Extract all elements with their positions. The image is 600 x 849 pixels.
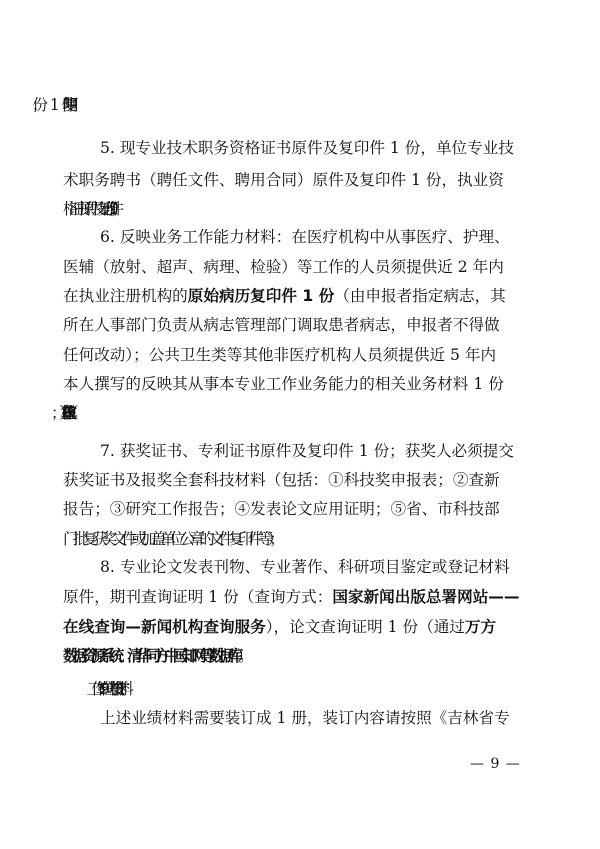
text-run: 格证书原件及复印件 1 份；: [63, 200, 116, 218]
text-run: 9. 工作单位考核材料 1 份。: [100, 680, 119, 698]
bold-text-run: 在线查询—新闻机构查询服务: [63, 618, 266, 636]
text-run: 5. 现专业技术职务资格证书原件及复印件 1 份，单位专业技: [100, 139, 514, 157]
text-run: 获奖证书及报奖全套科技材料（包括：①科技奖申报表；②查新: [63, 471, 500, 489]
text-line: [100, 700, 600, 736]
text-run: 门批复获奖文件或加盖单位公章的文件复印件等）；: [63, 530, 279, 548]
text-run: 在执业注册机构的: [63, 287, 188, 305]
bold-text-run: 数据资源系统、清华同方中国知网等数据库: [63, 647, 237, 665]
text-run: 所在人事部门负责从病志管理部门调取患者病志，申报者不得做: [63, 316, 500, 334]
text-line: [100, 130, 600, 166]
text-run: 报告；③研究工作报告；④发表论文应用证明；⑤省、市科技部: [63, 500, 500, 518]
text-run: ），论文查询证明 1 份（通过: [265, 618, 465, 636]
page-number: — 9 —: [470, 756, 521, 772]
text-run: （由申报者指定病志，其: [334, 287, 506, 305]
text-run: 术职务聘书（聘任文件、聘用合同）原件及复印件 1 份，执业资: [63, 171, 504, 189]
text-run: 任何改动）；公共卫生类等其他非医疗机构人员须提供近 5 年内: [63, 346, 497, 364]
text-run: 原件，期刊查询证明 1 份（查询方式：: [63, 588, 333, 606]
text-run: ）。: [236, 647, 248, 665]
text-run: 6. 反映业务工作能力材料：在医疗机构中从事医疗、护理、: [100, 228, 510, 246]
text-run: 本人撰写的反映其从事本专业工作业务能力的相关业务材料 1 份: [63, 375, 504, 393]
bold-text-run: 万方: [464, 618, 497, 636]
text-run: 上述业绩材料需要装订成 1 册，装订内容请按照《吉林省专: [100, 709, 510, 727]
text-line: [63, 395, 600, 431]
text-run: 7. 获奖证书、专利证书原件及复印件 1 份；获奖人必须提交: [100, 442, 514, 460]
text-line: [63, 87, 600, 123]
text-line: [63, 638, 600, 674]
bold-text-run: 原始病历复印件 1 份: [187, 287, 335, 305]
text-run: 医辅（放射、超声、病理、检验）等工作的人员须提供近 2 年内: [63, 258, 504, 276]
bold-text-run: 国家新闻出版总署网站——: [332, 588, 520, 606]
text-run: 8. 专业论文发表刊物、专业著作、科研项目鉴定或登记材料: [100, 558, 510, 576]
